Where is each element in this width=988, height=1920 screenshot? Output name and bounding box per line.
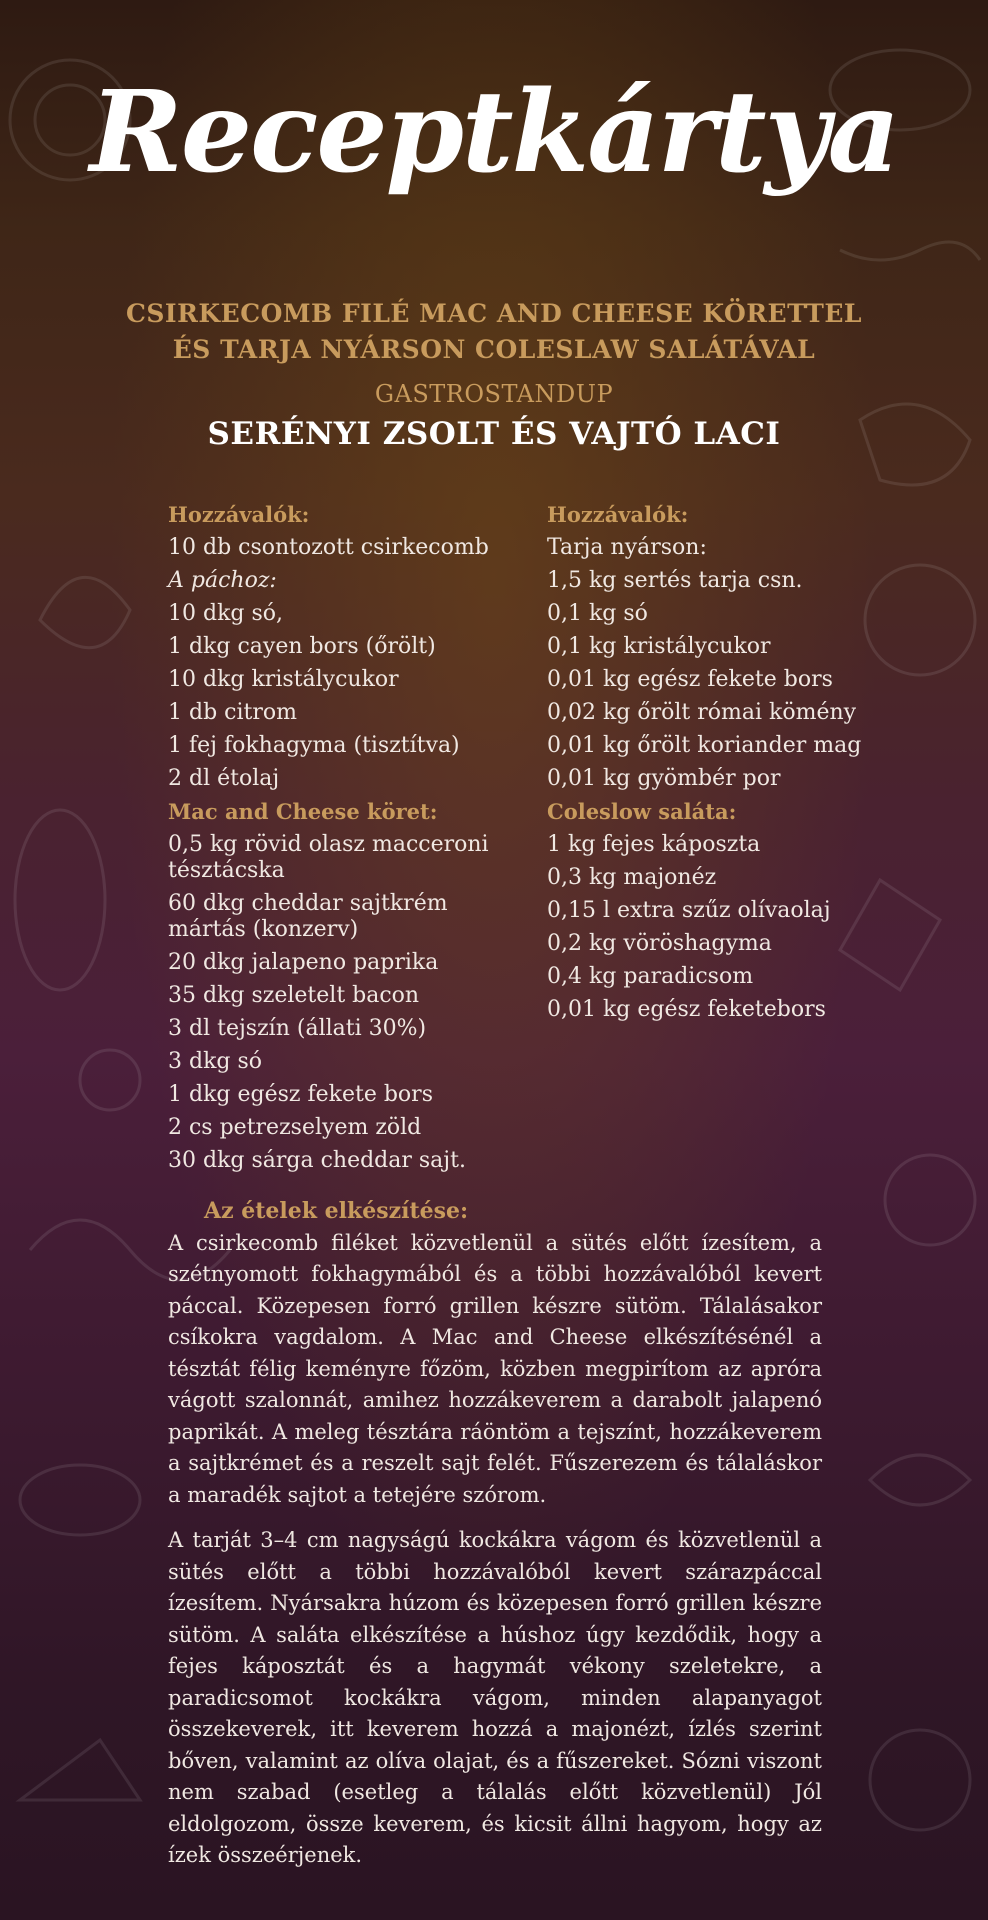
ingredient-item: 0,01 kg egész fekete bors — [547, 667, 833, 692]
ingredient-item: 2 dl étolaj — [168, 766, 280, 791]
ingredient-item: 3 dkg só — [168, 1049, 263, 1074]
ingredient-item: 35 dkg szeletelt bacon — [168, 983, 420, 1008]
show-name: GASTROSTANDUP — [374, 380, 614, 408]
chef-names: SERÉNYI ZSOLT ÉS VAJTÓ LACI — [207, 416, 781, 452]
ingredient-item: 0,4 kg paradicsom — [547, 964, 754, 989]
ingredient-item: 0,01 kg egész feketebors — [547, 997, 826, 1022]
ingredient-item: 0,5 kg rövid olasz macceroni tésztácska — [168, 832, 489, 883]
ingredient-item: 3 dl tejszín (állati 30%) — [168, 1016, 427, 1041]
ingredient-item: 10 dkg só, — [168, 601, 284, 626]
ingredient-item: 1 kg fejes káposzta — [547, 832, 761, 857]
marinade-subheader: A páchoz: — [168, 568, 277, 593]
ingredient-item: 20 dkg jalapeno paprika — [168, 950, 439, 975]
ingredient-item: 0,01 kg őrölt koriander mag — [547, 733, 862, 758]
left-ingredients-column — [168, 498, 508, 1177]
ingredient-item: 30 dkg sárga cheddar sajt. — [168, 1148, 466, 1173]
subtitle-line-1: CSIRKECOMB FILÉ MAC AND CHEESE KÖRETTEL — [125, 299, 863, 328]
ingredient-item: 0,02 kg őrölt római kömény — [547, 700, 857, 725]
preparation-paragraph-1: A csirkecomb filéket közvetlenül a sütés előtt ízesítem, a szétnyomott fokhagymából és a többi hozzávalóból kevert páccal. Közepesen forró grillen készre sütöm. Tálalásakor csíkokra vagdalom. A Mac and Cheese elkészítésénél a tésztát félig keményre főzöm, közben megpirítom az apróra vágott szalonnát, amihez hozzákeverem a darabolt jalapenó paprikát. A meleg tésztára ráöntöm a tejszínt, hozzákeverem a sajtkrémet és a reszelt sajt felét. Fűszerezem és tálaláskor a maradék sajtot a tetejére szórom. — [168, 1230, 822, 1507]
page-title: Receptkártya — [89, 67, 899, 198]
ingredient-item: 0,3 kg majonéz — [547, 865, 717, 890]
ingredient-item: 0,15 l extra szűz olívaolaj — [547, 898, 831, 923]
ingredient-item: 10 db csontozott csirkecomb — [168, 535, 489, 560]
right-ingredients-column — [547, 498, 867, 1026]
ingredient-item: 60 dkg cheddar sajtkrém mártás (konzerv) — [168, 891, 448, 942]
ingredient-item: 1 dkg cayen bors (őrölt) — [168, 634, 436, 659]
ingredient-item: 1 dkg egész fekete bors — [168, 1082, 433, 1107]
ingredient-item: 0,2 kg vöröshagyma — [547, 931, 772, 956]
subtitle-line-2: ÉS TARJA NYÁRSON COLESLAW SALÁTÁVAL — [172, 335, 816, 364]
ingredient-item: 1 db citrom — [168, 700, 297, 725]
recipe-subtitle — [0, 296, 988, 368]
ingredient-item: 1,5 kg sertés tarja csn. — [547, 568, 803, 593]
mac-and-cheese-header: Mac and Cheese köret: — [168, 799, 438, 824]
ingredient-item: 0,1 kg só — [547, 601, 648, 626]
ingredient-item: 0,1 kg kristálycukor — [547, 634, 771, 659]
ingredient-item: 0,01 kg gyömbér por — [547, 766, 781, 791]
preparation-header: Az ételek elkészítése: — [204, 1198, 469, 1224]
right-ingredients-header: Hozzávalók: — [547, 502, 689, 527]
ingredient-item: Tarja nyárson: — [547, 535, 707, 560]
preparation-section — [168, 1196, 822, 1872]
coleslaw-header: Coleslow saláta: — [547, 799, 737, 824]
ingredient-item: 10 dkg kristálycukor — [168, 667, 399, 692]
left-ingredients-header: Hozzávalók: — [168, 502, 310, 527]
ingredient-item: 2 cs petrezselyem zöld — [168, 1115, 422, 1140]
ingredient-item: 1 fej fokhagyma (tisztítva) — [168, 733, 460, 758]
preparation-paragraph-2: A tarját 3–4 cm nagyságú kockákra vágom és közvetlenül a sütés előtt a többi hozzávalóból kevert szárazpáccal ízesítem. Nyársakra húzom és közepesen forró grillen készre sütöm. A saláta elkészítése a húshoz úgy kezdődik, hogy a fejes káposztát és a hagymát vékony szeletekre, a paradicsomot kockákra vágom, minden alapanyagot összekeverek, itt keverem hozzá a majonézt, ízlés szerint bőven, valamint az olíva olajat, és a fűszereket. Sózni viszont nem szabad (esetleg a tálalás előtt közvetlenül) Jól eldolgozom, össze keverem, és kicsit állni hagyom, hogy az ízek összeérjenek. — [168, 1528, 822, 1867]
